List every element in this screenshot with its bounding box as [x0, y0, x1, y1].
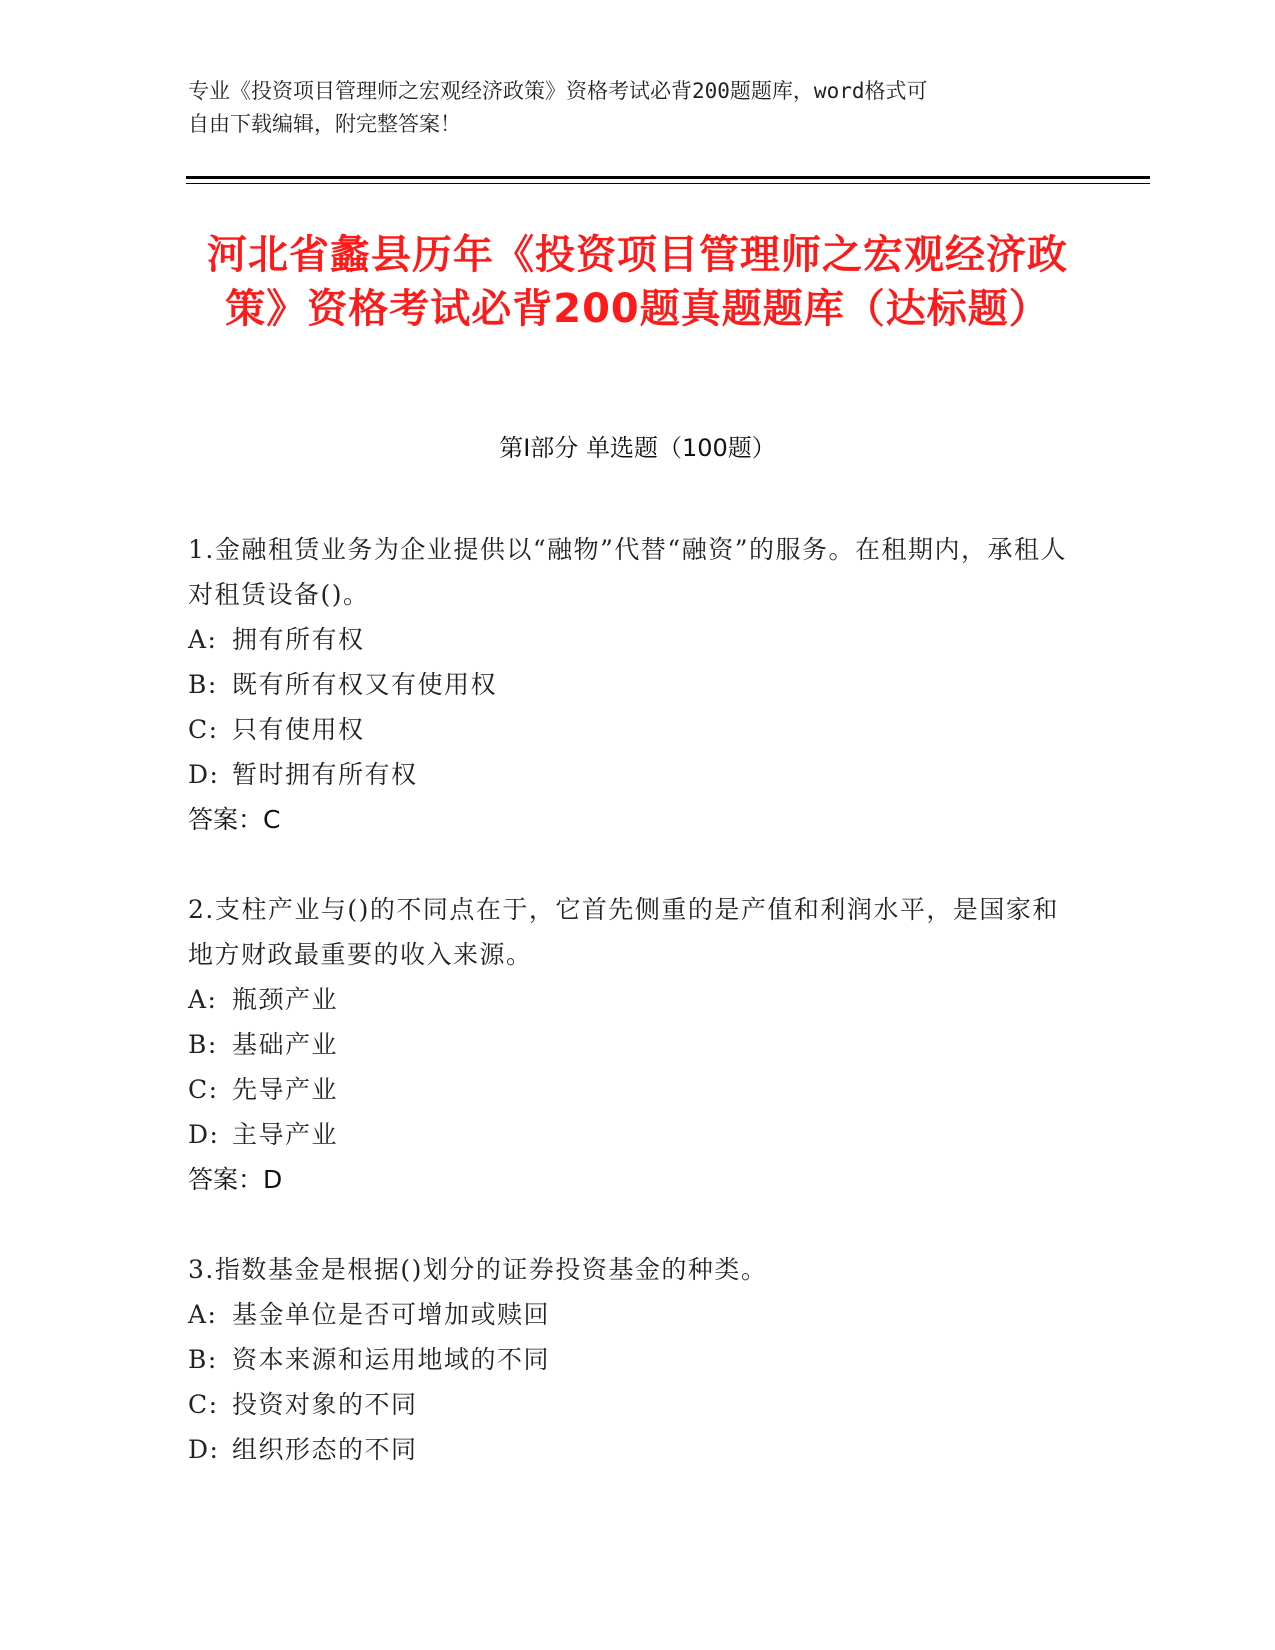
option-text: 组织形态的不同: [232, 1435, 418, 1464]
option-b: [188, 1337, 1068, 1382]
option-a: [188, 977, 1068, 1022]
option-text: 投资对象的不同: [232, 1390, 418, 1419]
option-d: [188, 1427, 1068, 1472]
option-b: [188, 662, 1068, 707]
header-divider-thick: [186, 176, 1150, 179]
header-note-line-2: 自由下载编辑，附完整答案！: [188, 112, 461, 136]
question-2: [188, 887, 1068, 1202]
option-key: A:: [188, 1300, 218, 1329]
option-text: 基础产业: [232, 1030, 339, 1059]
option-d: [188, 752, 1068, 797]
option-text: 瓶颈产业: [232, 985, 339, 1014]
option-text: 暂时拥有所有权: [232, 760, 418, 789]
section-heading: 第Ⅰ部分 单选题（100题）: [499, 434, 776, 462]
question-stem: 2.支柱产业与()的不同点在于，它首先侧重的是产值和利润水平，是国家和地方财政最重要的收入来源。: [188, 895, 1059, 969]
answer-line: 答案：D: [188, 1165, 283, 1194]
question-stem: 3.指数基金是根据()划分的证券投资基金的种类。: [188, 1255, 768, 1284]
option-text: 拥有所有权: [232, 625, 365, 654]
option-key: A:: [188, 625, 218, 654]
answer-line: 答案：C: [188, 805, 281, 834]
option-key: B:: [188, 1030, 218, 1059]
option-key: B:: [188, 670, 218, 699]
option-key: C:: [188, 1075, 219, 1104]
option-text: 既有所有权又有使用权: [232, 670, 498, 699]
option-text: 主导产业: [232, 1120, 339, 1149]
question-3: [188, 1247, 1068, 1472]
option-c: [188, 1067, 1068, 1112]
document-header-note: [188, 75, 1088, 141]
option-text: 基金单位是否可增加或赎回: [232, 1300, 551, 1329]
option-key: D:: [188, 1120, 220, 1149]
document-title: 河北省蠡县历年《投资项目管理师之宏观经济政策》资格考试必背200题真题题库（达标题）: [207, 232, 1068, 332]
option-key: A:: [188, 985, 218, 1014]
header-divider-thin: [186, 183, 1150, 184]
option-text: 资本来源和运用地域的不同: [232, 1345, 551, 1374]
option-b: [188, 1022, 1068, 1067]
option-key: C:: [188, 1390, 219, 1419]
question-1: [188, 527, 1068, 842]
option-c: [188, 1382, 1068, 1427]
header-note-line-1: 专业《投资项目管理师之宏观经济政策》资格考试必背200题题库，word格式可: [188, 79, 928, 103]
option-text: 只有使用权: [232, 715, 365, 744]
option-key: B:: [188, 1345, 218, 1374]
question-list: [188, 527, 1068, 1517]
option-key: C:: [188, 715, 219, 744]
option-key: D:: [188, 760, 220, 789]
option-d: [188, 1112, 1068, 1157]
option-key: D:: [188, 1435, 220, 1464]
option-c: [188, 707, 1068, 752]
question-stem: 1.金融租赁业务为企业提供以“融物”代替“融资”的服务。在租期内，承租人对租赁设备()。: [188, 535, 1067, 609]
option-text: 先导产业: [232, 1075, 339, 1104]
option-a: [188, 1292, 1068, 1337]
option-a: [188, 617, 1068, 662]
